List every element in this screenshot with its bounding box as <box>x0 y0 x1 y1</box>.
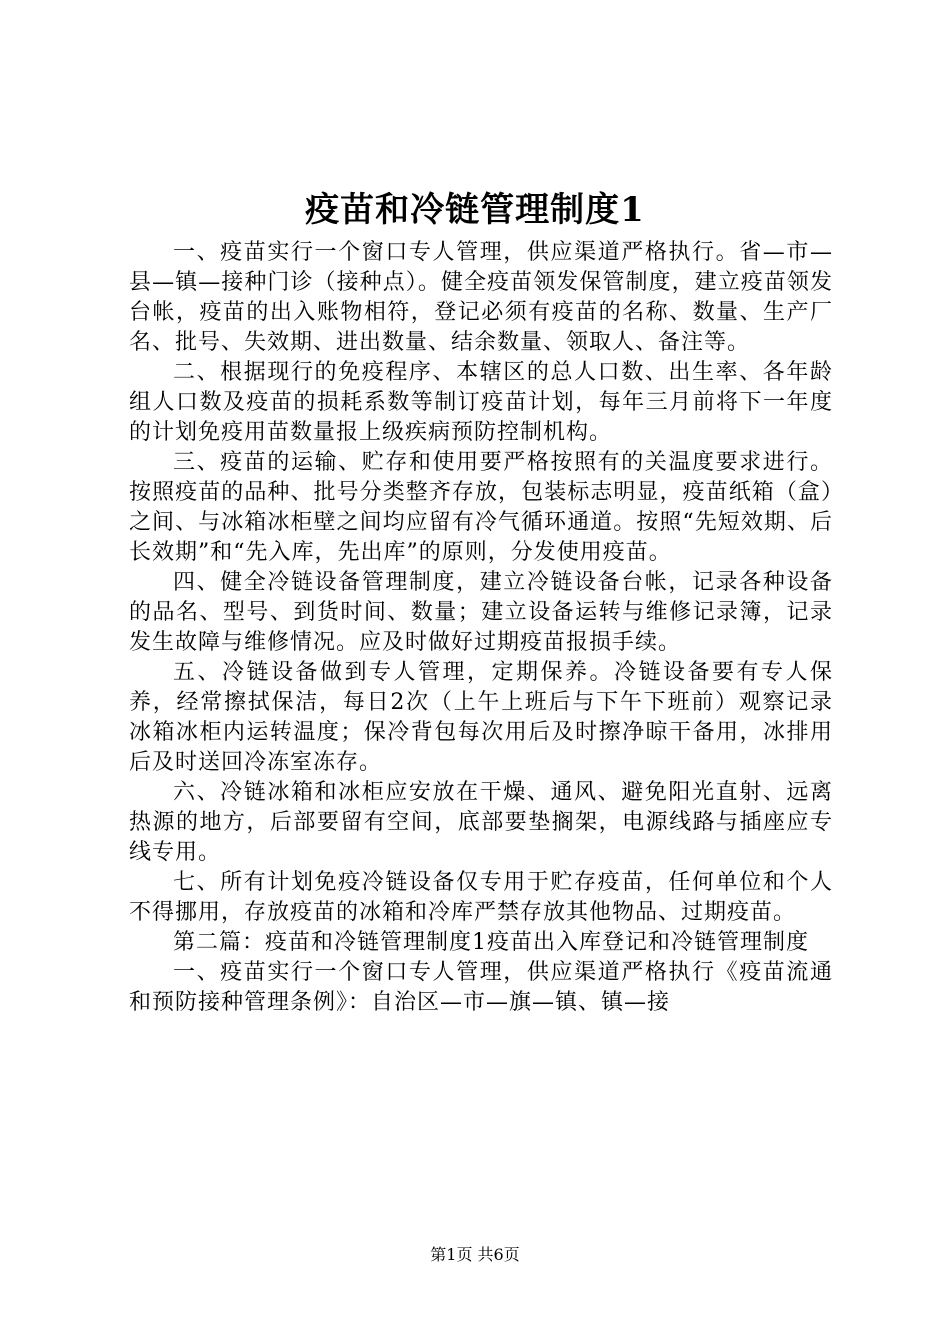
paragraph-2: 二、根据现行的免疫程序、本辖区的总人口数、出生率、各年龄组人口数及疫苗的损耗系数等制订疫苗计划，每年三月前将下一年度的计划免疫用苗数量报上级疾病预防控制机构。 <box>129 360 833 445</box>
document-title: 疫苗和冷链管理制度1 <box>305 190 645 230</box>
paragraph-4: 四、健全冷链设备管理制度，建立冷链设备台帐，记录各种设备的品名、型号、到货时间、数量；建立设备运转与维修记录簿，记录发生故障与维修情况。应及时做好过期疫苗报损手续。 <box>129 570 833 655</box>
page-footer: 第1页 共6页 <box>430 1245 520 1264</box>
document-body <box>129 238 833 1018</box>
paragraph-5: 五、冷链设备做到专人管理，定期保养。冷链设备要有专人保养，经常擦拭保洁，每日2次（上午上班后与下午下班前）观察记录冰箱冰柜内运转温度；保冷背包每次用后及时擦净晾干备用，冰排用后及时送回冷冻室冻存。 <box>129 660 833 775</box>
paragraph-6: 六、冷链冰箱和冰柜应安放在干燥、通风、避免阳光直射、远离热源的地方，后部要留有空间，底部要垫搁架，电源线路与插座应专线专用。 <box>129 780 833 865</box>
paragraph-3: 三、疫苗的运输、贮存和使用要严格按照有的关温度要求进行。按照疫苗的品种、批号分类整齐存放，包装标志明显，疫苗纸箱（盒）之间、与冰箱冰柜壁之间均应留有冷气循环通道。按照“先短效期、后长效期”和“先入库，先出库”的原则，分发使用疫苗。 <box>129 450 833 565</box>
paragraph-1: 一、疫苗实行一个窗口专人管理，供应渠道严格执行。省—市—县—镇—接种门诊（接种点）。健全疫苗领发保管制度，建立疫苗领发台帐，疫苗的出入账物相符，登记必须有疫苗的名称、数量、生产厂名、批号、失效期、进出数量、结余数量、领取人、备注等。 <box>129 240 833 355</box>
paragraph-8: 第二篇：疫苗和冷链管理制度1疫苗出入库登记和冷链管理制度 <box>173 930 809 955</box>
paragraph-9: 一、疫苗实行一个窗口专人管理，供应渠道严格执行《疫苗流通和预防接种管理条例》：自治区—市—旗—镇、镇—接 <box>129 960 833 1015</box>
paragraph-7: 七、所有计划免疫冷链设备仅专用于贮存疫苗，任何单位和个人不得挪用，存放疫苗的冰箱和冷库严禁存放其他物品、过期疫苗。 <box>129 870 833 925</box>
